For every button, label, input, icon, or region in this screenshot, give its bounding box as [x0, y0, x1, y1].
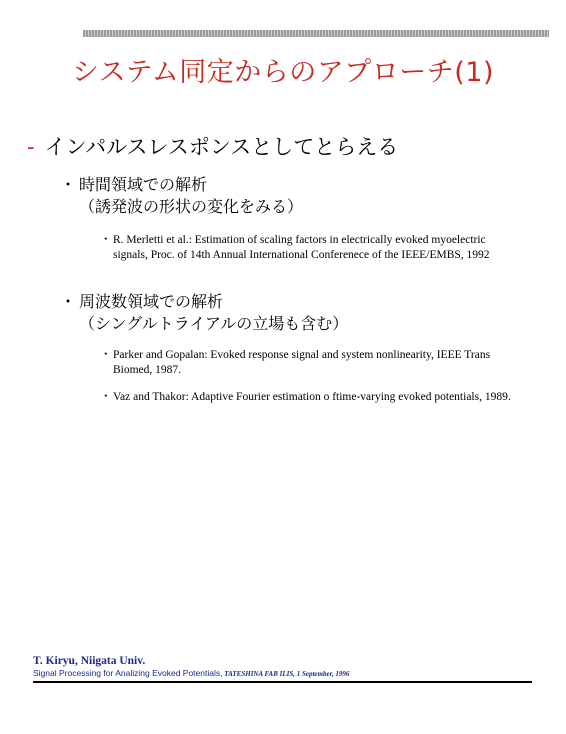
- reference-text: Parker and Gopalan: Evoked response signal and system nonlinearity, IEEE Trans Biomed, 1987.: [113, 349, 491, 376]
- reference-item: [100, 390, 520, 405]
- reference-text: R. Merletti et al.: Estimation of scaling factors in electrically evoked myoelectric signals, Proc. of 14th Annual International Conferenece of the IEEE/EMBS, 1992: [113, 234, 490, 261]
- footer-conference: TATESHINA FAB ILIS, 1 September, 1996: [222, 670, 350, 678]
- footer-rule: [33, 681, 532, 683]
- section-title: 時間領域での解析: [79, 175, 208, 194]
- footer-course-line: [33, 668, 349, 678]
- heading-text: インパルスレスポンスとしてとらえる: [44, 135, 399, 159]
- reference-bullet: ・: [100, 349, 112, 361]
- reference-text: Vaz and Thakor: Adaptive Fourier estimation o ftime-varying evoked potentials, 1989.: [113, 391, 511, 403]
- reference-item: [100, 233, 520, 263]
- section-bullet: ・: [60, 175, 77, 194]
- section-bullet: ・: [60, 292, 77, 311]
- top-decorative-rule: [83, 30, 549, 37]
- section-title: 周波数領域での解析: [79, 292, 224, 311]
- reference-bullet: ・: [100, 391, 112, 403]
- slide-title: システム同定からのアプローチ(1): [71, 57, 495, 88]
- section-subtitle: （誘発波の形状の変化をみる）: [79, 197, 304, 216]
- reference-bullet: ・: [100, 234, 112, 246]
- section-time-domain: [60, 174, 303, 218]
- heading-bullet: -: [27, 135, 35, 159]
- section-subtitle: （シングルトライアルの立場も含む）: [79, 314, 349, 333]
- main-heading: [27, 131, 398, 161]
- reference-item: [100, 348, 520, 378]
- footer-author: T. Kiryu, Niigata Univ.: [33, 655, 146, 667]
- footer-course: Signal Processing for Analizing Evoked Potentials,: [33, 668, 223, 678]
- section-frequency-domain: [60, 291, 348, 335]
